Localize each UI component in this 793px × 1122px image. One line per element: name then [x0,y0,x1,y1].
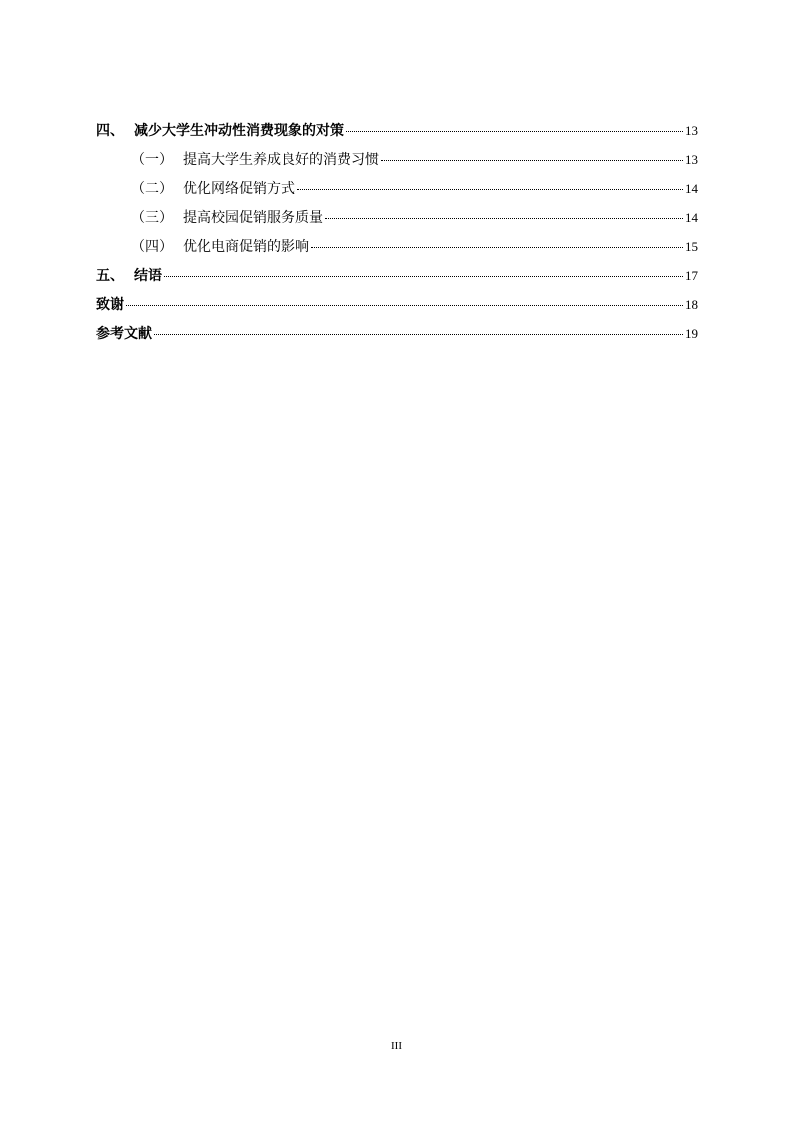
dot-leader [325,218,683,219]
toc-entry-page: 14 [685,181,698,196]
table-of-contents [96,121,698,353]
page-number-footer: III [391,1040,402,1052]
toc-entry-page: 15 [685,239,698,254]
toc-entry-number: （一） [131,152,173,168]
toc-entry-page: 14 [685,210,698,225]
toc-entry-title: 优化网络促销方式 [183,181,295,197]
toc-entry-section-4-4[interactable] [96,237,698,266]
toc-entry-title: 参考文献 [96,326,152,342]
toc-entry-title: 减少大学生冲动性消费现象的对策 [134,123,344,139]
toc-entry-acknowledgements[interactable] [96,295,698,324]
toc-entry-title: 提高校园促销服务质量 [183,210,323,226]
toc-entry-section-4-2[interactable] [96,179,698,208]
toc-entry-title: 致谢 [96,297,124,313]
toc-entry-section-4-3[interactable] [96,208,698,237]
toc-entry-page: 19 [685,326,698,341]
toc-entry-section-4[interactable] [96,121,698,150]
toc-entry-title: 结语 [134,268,162,284]
toc-entry-title: 提高大学生养成良好的消费习惯 [183,152,379,168]
toc-entry-title: 优化电商促销的影响 [183,239,309,255]
dot-leader [154,334,683,335]
toc-entry-number: （二） [131,181,173,197]
dot-leader [311,247,683,248]
dot-leader [164,276,683,277]
dot-leader [297,189,683,190]
dot-leader [346,131,683,132]
toc-entry-number: 四、 [96,123,124,139]
dot-leader [381,160,683,161]
toc-entry-number: （三） [131,210,173,226]
toc-entry-section-4-1[interactable] [96,150,698,179]
toc-entry-number: 五、 [96,268,124,284]
toc-entry-number: （四） [131,239,173,255]
toc-entry-page: 17 [685,268,698,283]
toc-entry-page: 13 [685,152,698,167]
toc-entry-references[interactable] [96,324,698,353]
dot-leader [126,305,683,306]
toc-entry-page: 13 [685,123,698,138]
toc-entry-page: 18 [685,297,698,312]
toc-entry-section-5[interactable] [96,266,698,295]
